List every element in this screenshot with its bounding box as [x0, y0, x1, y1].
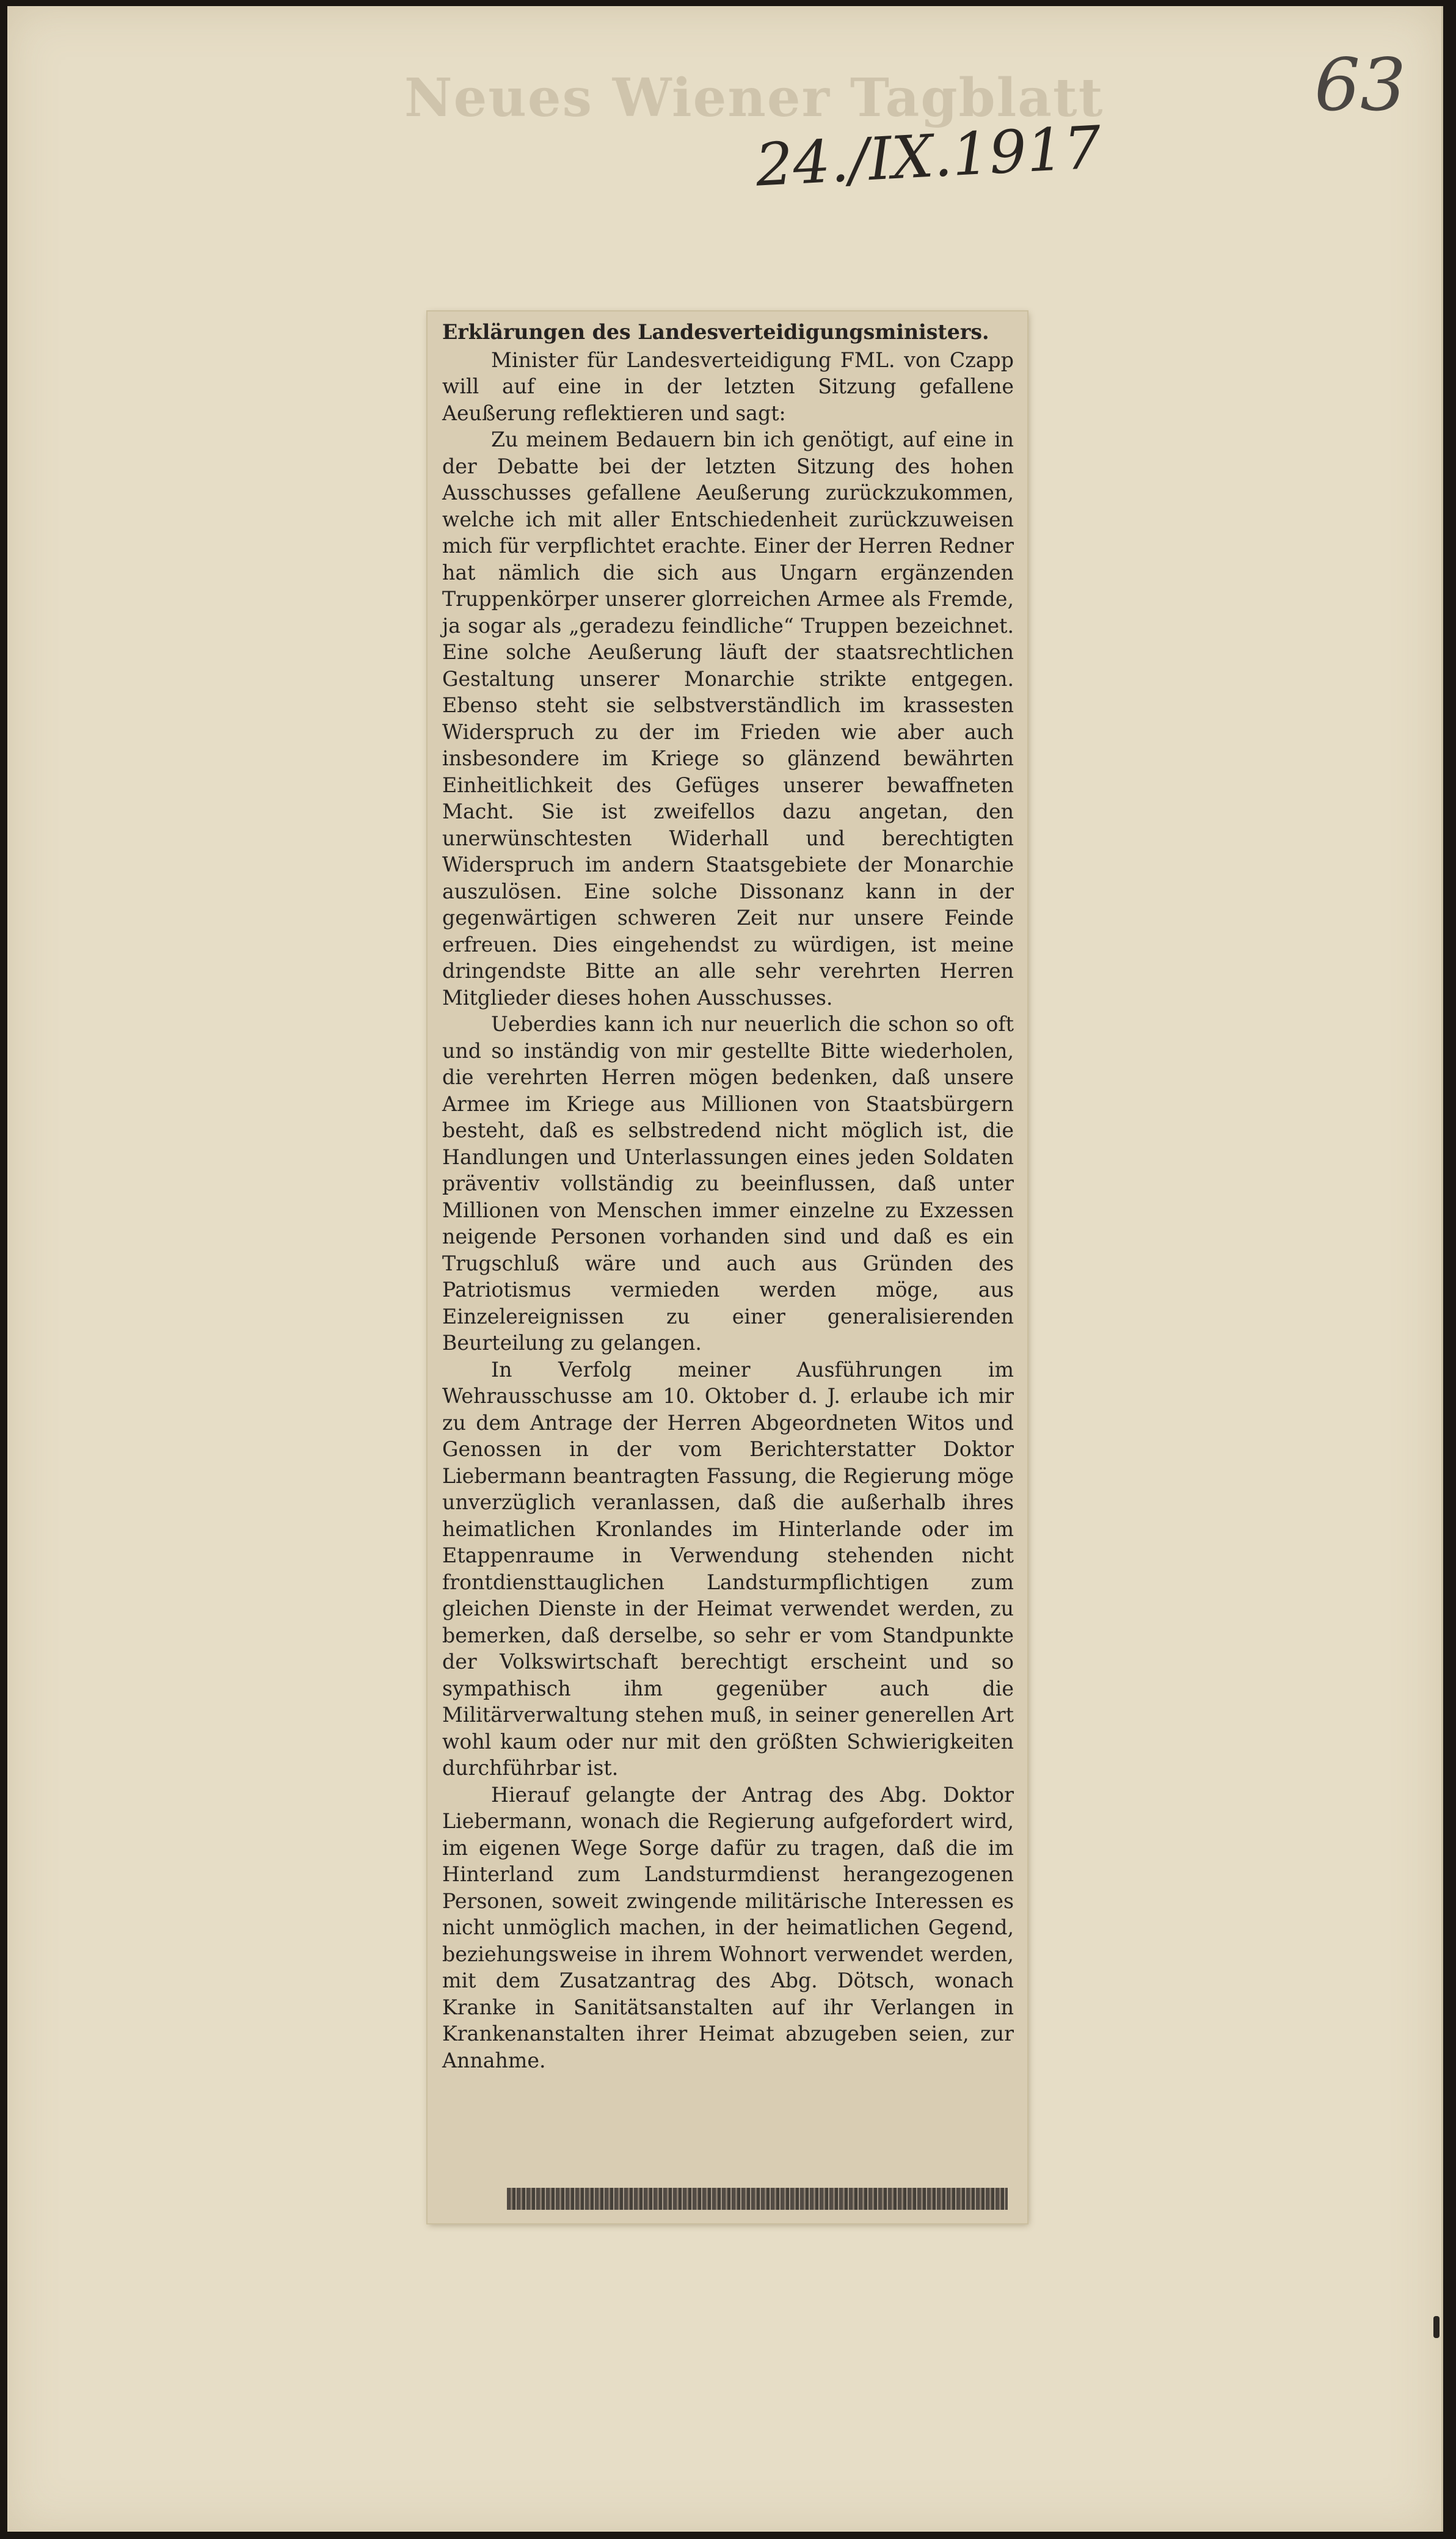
archive-sheet	[7, 6, 1443, 2532]
newspaper-masthead-stamp: Neues Wiener Tagblatt	[404, 67, 1104, 129]
edge-mark	[1433, 2316, 1440, 2338]
article-paragraph: Zu meinem Bedauern bin ich genötigt, auf eine in der Debatte bei der letzten Sitzung des hohen Ausschusses gefallene Aeußerung zurückzukommen, welche ich mit aller Entschiedenheit zurückzuweisen mich für verpflichtet erachte. Einer der Herren Redner hat nämlich die sich aus Ungarn ergänzenden Truppenkörper unserer glorreichen Armee als Fremde, ja sogar als „geradezu feindliche“ Truppen bezeichnet. Eine solche Aeußerung läuft der staatsrechtlichen Gestaltung unserer Monarchie strikte entgegen. Ebenso steht sie selbstverständlich im krassesten Widerspruch zu der im Frieden wie aber auch insbesondere im Kriege so glänzend bewährten Einheitlichkeit des Gefüges unserer bewaffneten Macht. Sie ist zweifellos dazu angetan, den unerwünschtesten Widerhall und berechtigten Widerspruch im andern Staatsgebiete der Monarchie auszulösen. Eine solche Dissonanz kann in der gegenwärtigen schweren Zeit nur unsere Feinde erfreuen. Dies eingehendst zu würdigen, ist meine dringendste Bitte an alle sehr verehrten Herren Mitglieder dieses hohen Ausschusses.	[442, 428, 1014, 1010]
article-headline: Erklärungen des Landesverteidigungsministers.	[442, 320, 989, 344]
article-paragraph: Ueberdies kann ich nur neuerlich die schon so oft und so inständig von mir gestellte Bitte wiederholen, die verehrten Herren mögen bedenken, daß unsere Armee im Kriege aus Millionen von Staatsbürgern besteht, daß es selbstredend nicht möglich ist, die Handlungen und Unterlassungen eines jeden Soldaten präventiv vollständig zu beeinflussen, daß unter Millionen von Menschen immer einzelne zu Exzessen neigende Personen vorhanden sind und daß es ein Trugschluß wäre und auch aus Gründen des Patriotismus vermieden werden möge, aus Einzelereignissen zu einer generalisierenden Beurteilung zu gelangen.	[442, 1012, 1014, 1355]
page-number: 63	[1314, 43, 1407, 127]
newspaper-clipping	[428, 311, 1027, 2223]
article-paragraph: Minister für Landesverteidigung FML. von Czapp will auf eine in der letzten Sitzung gefallene Aeußerung reflektieren und sagt:	[442, 348, 1014, 425]
handwritten-date: 24./IX.1917	[754, 113, 1103, 200]
article-paragraph: In Verfolg meiner Ausführungen im Wehrausschusse am 10. Oktober d. J. erlaube ich mir zu dem Antrage der Herren Abgeordneten Witos und Genossen in der vom Berichterstatter Doktor Liebermann beantragten Fassung, die Regierung möge unverzüglich veranlassen, daß die außerhalb ihres heimatlichen Kronlandes im Hinterlande oder im Etappenraume in Verwendung stehenden nicht frontdiensttauglichen Landsturmpflichtigen zum gleichen Dienste in der Heimat verwendet werden, zu bemerken, daß derselbe, so sehr er vom Standpunkte der Volkswirtschaft berechtigt erscheint und so sympathisch ihm gegenüber auch die Militärverwaltung stehen muß, in seiner generellen Art wohl kaum oder nur mit den größten Schwierigkeiten durchführbar ist.	[442, 1357, 1014, 1780]
article-paragraph: Hierauf gelangte der Antrag des Abg. Doktor Liebermann, wonach die Regierung aufgefordert wird, im eigenen Wege Sorge dafür zu tragen, daß die im Hinterland zum Landsturmdienst herangezogenen Personen, soweit zwingende militärische Interessen es nicht unmöglich machen, in der heimatlichen Gegend, beziehungsweise in ihrem Wohnort verwendet werden, mit dem Zusatzantrag des Abg. Dötsch, wonach Kranke in Sanitätsanstalten auf ihr Verlangen in Krankenanstalten ihrer Heimat abzugeben seien, zur Annahme.	[442, 1782, 1014, 2072]
article-text	[442, 319, 1014, 2074]
clipping-cut-edge	[507, 2188, 1008, 2210]
